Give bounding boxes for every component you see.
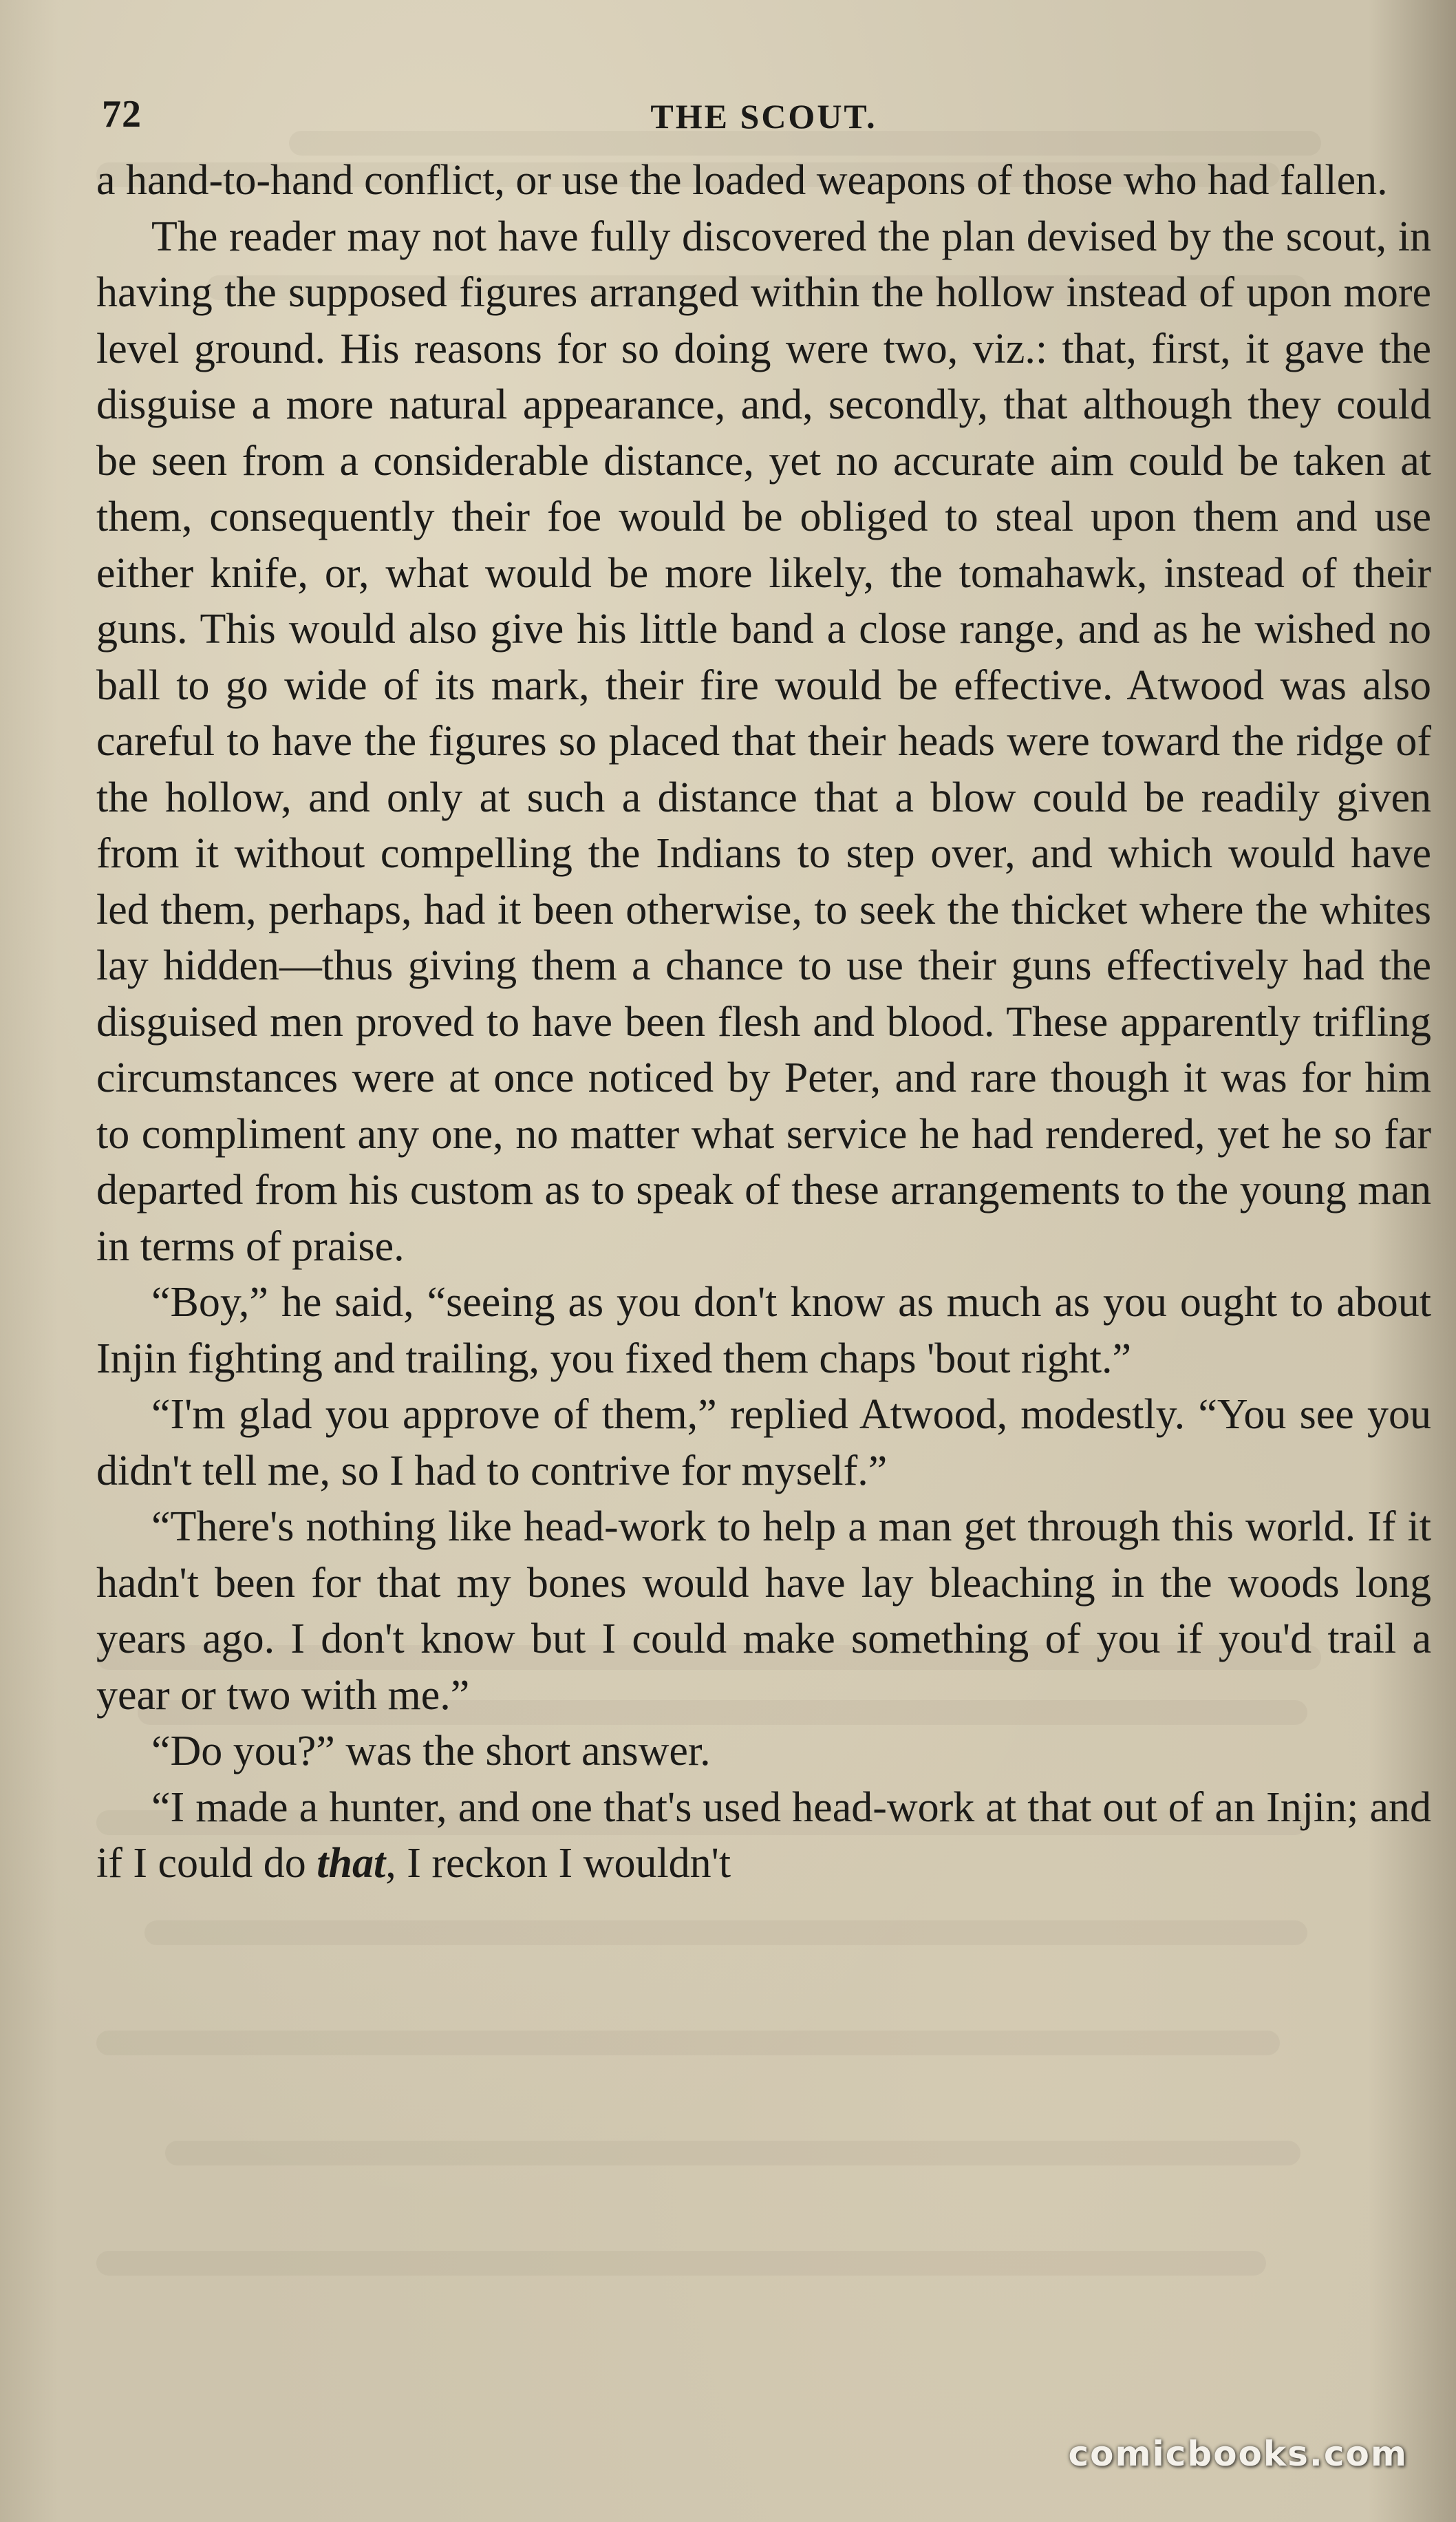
body-text [96,153,1431,1892]
paragraph: a hand-to-hand conflict, or use the loaded weapons of those who had fallen. [96,157,1388,204]
running-title: THE SCOUT. [650,97,877,136]
paragraph: The reader may not have fully discovered the plan devised by the scout, in having the supposed figures arranged within the hollow instead of upon more level ground. His reasons for so doing were two, viz.: that, first, it gave the disguise a more natural appearance, and, secondly, that although they could be seen from a considerable distance, yet no accurate aim could be taken at them, consequently their foe would be obliged to steal upon them and use either knife, or, what would be more likely, the tomahawk, instead of their guns. This would also give his little band a close range, and as he wished no ball to go wide of its mark, their fire would be effective. Atwood was also careful to have the figures so placed that their heads were toward the ridge of the hollow, and only at such a distance that a blow could be readily given from it without compelling the Indians to step over, and which would have led them, perhaps, had it been otherwise, to seek the thicket where the whites lay hidden—thus giving them a chance to use their guns effectively had the disguised men proved to have been flesh and blood. These apparently trifling circumstances were at once noticed by Peter, and rare though it was for him to compliment any one, no matter what service he had rendered, yet he so far departed from his custom as to speak of these arrangements to the young man in terms of praise. [96,213,1431,1270]
page-number: 72 [102,93,142,136]
paragraph: “There's nothing like head-work to help a man get through this world. If it hadn't been for that my bones would have lay bleaching in the woods long years ago. I don't know but I could make something of you if you'd trail a year or two with me.” [96,1503,1431,1719]
watermark: comicbooks.com [1068,2434,1408,2474]
book-page [96,83,1431,2450]
paragraph-last-end: , I reckon I wouldn't [385,1840,731,1887]
paragraph: “Boy,” he said, “seeing as you don't know as much as you ought to about Injin fighting and trailing, you fixed them chaps 'bout right.” [96,1279,1431,1382]
paragraph-last-start: “I made a hunter, and one that's used head-work at that out of an Injin; and if I could do [96,1783,1431,1887]
paragraph-last [96,1780,1431,1892]
paragraph: “I'm glad you approve of them,” replied Atwood, modestly. “You see you didn't tell me, so I had to contrive for myself.” [96,1391,1431,1494]
page-header [96,83,1431,145]
emphasis-word: that [317,1840,386,1887]
paragraph: “Do you?” was the short answer. [151,1728,711,1774]
